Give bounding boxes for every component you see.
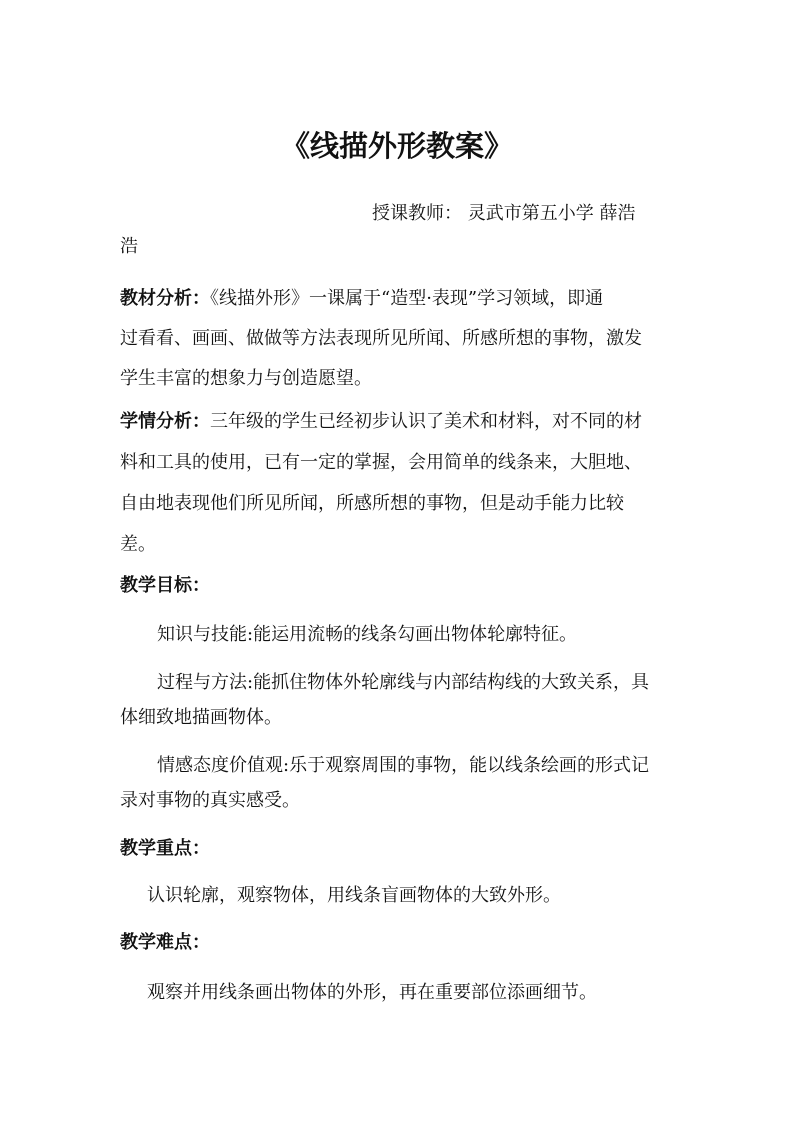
- analysis-label: 教材分析：: [120, 288, 210, 309]
- key-points-text: 认识轮廓，观察物体，用线条盲画物体的大致外形。: [147, 885, 561, 906]
- analysis-line-3: 学生丰富的想象力与创造愿望。: [120, 368, 372, 389]
- analysis-line-1: [120, 286, 603, 312]
- key-points-label: 教学重点：: [120, 838, 210, 859]
- difficulties-label: 教学难点：: [120, 932, 210, 953]
- document-title: 《线描外形教案》: [280, 129, 513, 163]
- goal-process-2: 体细致地描画物体。: [120, 707, 282, 728]
- student-label: 学情分析：: [120, 411, 210, 432]
- analysis-text-1: 《线描外形》一课属于“造型·表现”学习领域，即通: [210, 288, 604, 309]
- goal-emotion-1: 情感态度价值观:乐于观察周围的事物，能以线条绘画的形式记: [157, 755, 650, 776]
- student-text-1: 三年级的学生已经初步认识了美术和材料，对不同的材: [210, 411, 642, 432]
- teacher-info-continued: 浩: [120, 236, 138, 257]
- student-line-3: 自由地表现他们所见所闻，所感所想的事物，但是动手能力比较: [120, 493, 624, 514]
- teacher-info: 授课教师： 灵武市第五小学 薛浩: [372, 203, 636, 224]
- goal-knowledge: 知识与技能:能运用流畅的线条勾画出物体轮廓特征。: [157, 624, 578, 645]
- analysis-line-2: 过看看、画画、做做等方法表现所见所闻、所感所想的事物，激发: [120, 328, 642, 349]
- student-line-2: 料和工具的使用，已有一定的掌握，会用简单的线条来，大胆地、: [120, 452, 642, 473]
- difficulties-text: 观察并用线条画出物体的外形，再在重要部位添画细节。: [147, 982, 597, 1003]
- goal-process-1: 过程与方法:能抓住物体外轮廓线与内部结构线的大致关系，具: [157, 672, 650, 693]
- student-line-4: 差。: [120, 534, 156, 555]
- goal-emotion-2: 录对事物的真实感受。: [120, 790, 300, 811]
- goals-label: 教学目标：: [120, 575, 210, 596]
- student-line-1: [120, 409, 642, 435]
